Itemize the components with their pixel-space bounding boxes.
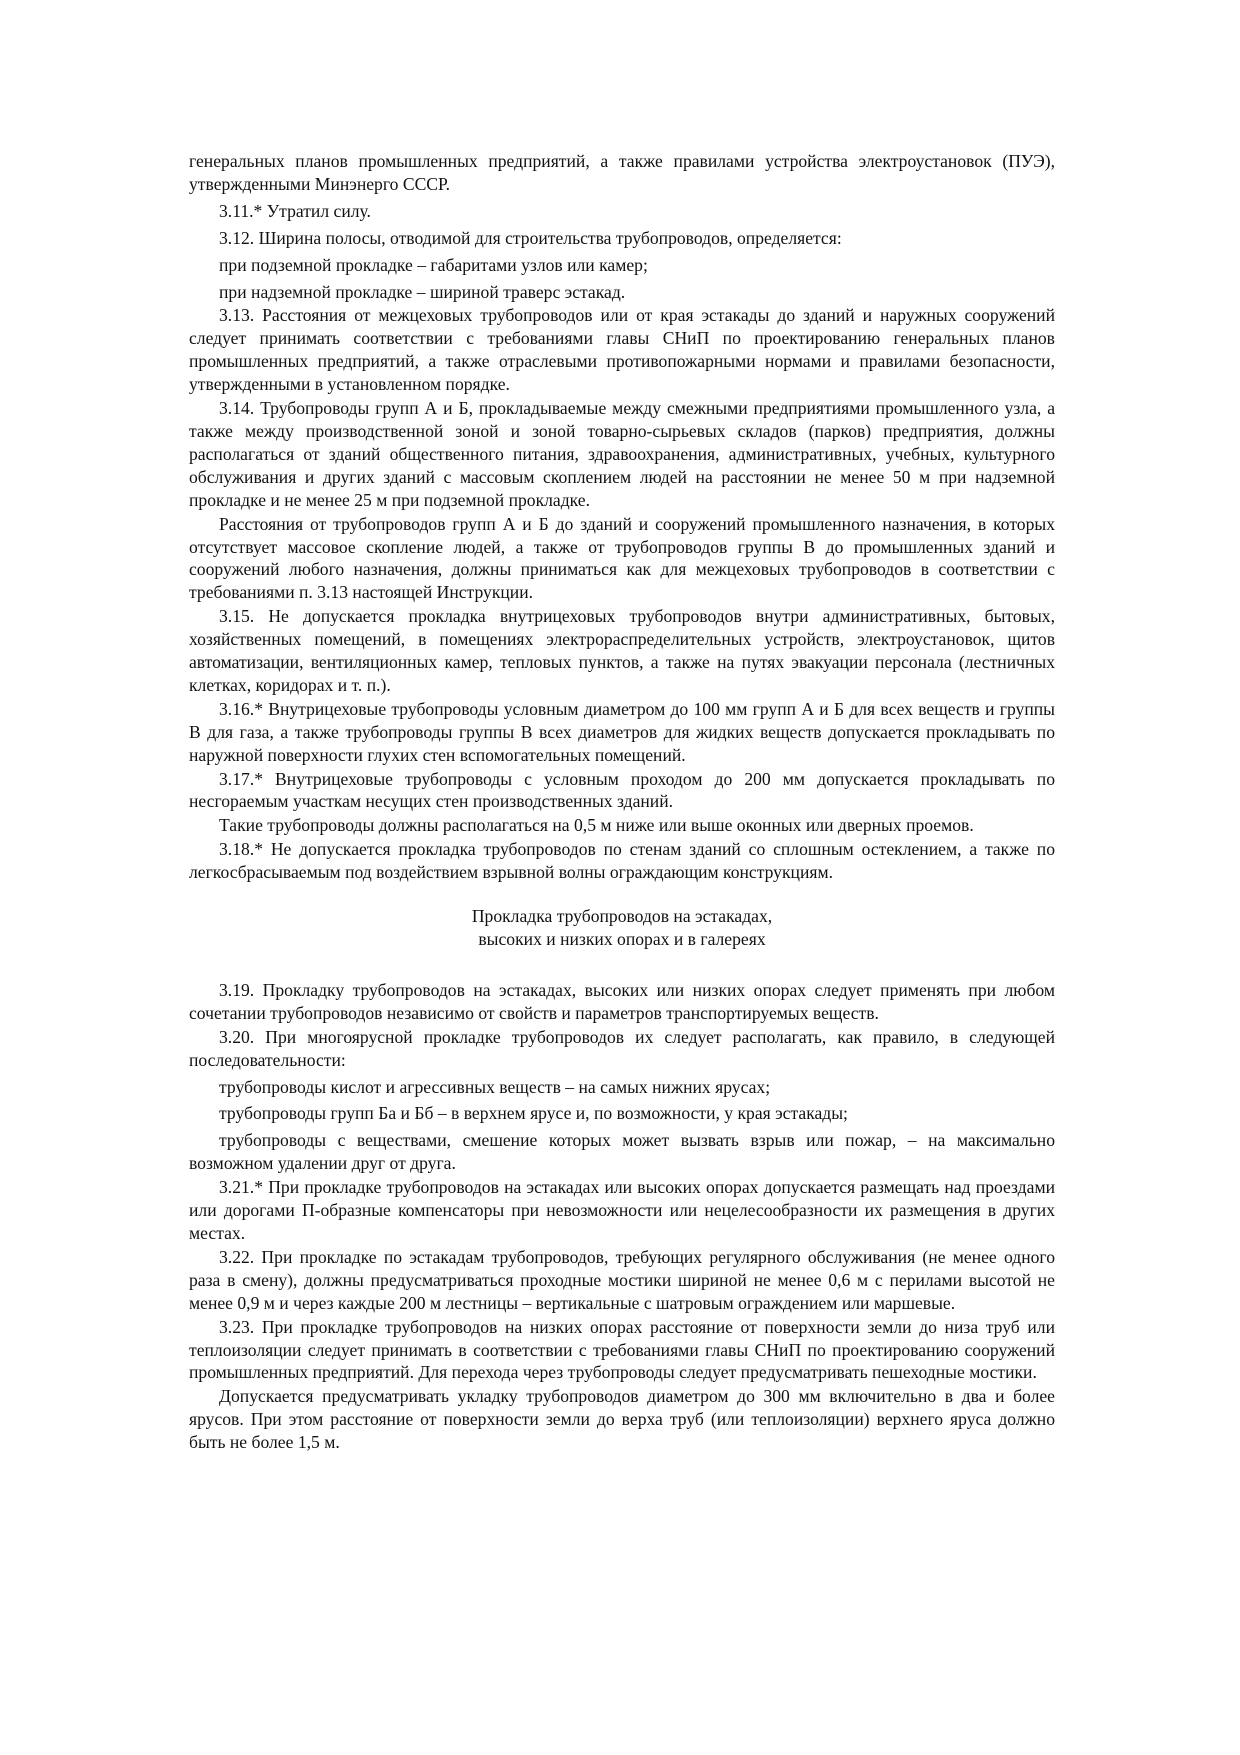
paragraph-3-12-underground: при подземной прокладке – габаритами узлов или камер; — [219, 254, 648, 275]
paragraph-3-19: 3.19. Прокладку трубопроводов на эстакадах, высоких или низких опорах следует применять при любом сочетании трубопроводов независимо от свойств и параметров транспортируемых веществ. — [189, 979, 1055, 1023]
section-heading-line-2: высоких и низких опорах и в галереях — [478, 929, 766, 949]
section-heading-line-1: Прокладка трубопроводов на эстакадах, — [471, 906, 773, 927]
paragraph-3-12-aboveground: при надземной прокладке – шириной траверс эстакад. — [219, 281, 626, 302]
paragraph-3-17: 3.17.* Внутрицеховые трубопроводы с условным проходом до 200 мм допускается прокладывать по несгораемым участкам несущих стен производственных зданий. — [189, 768, 1055, 812]
document-page — [189, 150, 1055, 1455]
paragraph-3-20: 3.20. При многоярусной прокладке трубопроводов их следует располагать, как правило, в следующей последовательности: — [189, 1026, 1055, 1070]
paragraph-3-11: 3.11.* Утратил силу. — [219, 200, 371, 221]
section-heading — [189, 905, 1055, 951]
paragraph-3-12: 3.12. Ширина полосы, отводимой для строительства трубопроводов, определяется: — [219, 227, 842, 248]
paragraph-3-20-mixing: трубопроводы с веществами, смешение которых может вызвать взрыв или пожар, – на максимально возможном удалении друг от друга. — [189, 1130, 1055, 1174]
paragraphs-top — [189, 150, 1055, 884]
paragraph-3-23: 3.23. При прокладке трубопроводов на низких опорах расстояние от поверхности земли до низа труб или теплоизоляции следует принимать в соответствии с требованиями главы СНиП по проектированию сооружений промышленных предприятий. Для перехода через трубопроводы следует предусматривать пешеходные мостики. — [189, 1316, 1055, 1383]
paragraph-continuation: генеральных планов промышленных предприятий, а также правилами устройства электроустановок (ПУЭ), утвержденными Минэнерго СССР. — [189, 151, 1055, 194]
paragraph-3-23-tiers: Допускается предусматривать укладку трубопроводов диаметром до 300 мм включительно в два и более ярусов. При этом расстояние от поверхности земли до верха труб (или теплоизоляции) верхнего яруса должно быть не более 1,5 м. — [189, 1386, 1055, 1453]
paragraphs-bottom — [189, 979, 1055, 1454]
paragraph-3-16: 3.16.* Внутрицеховые трубопроводы условным диаметром до 100 мм групп А и Б для всех веществ и группы В для газа, а также трубопроводы группы В всех диаметров для жидких веществ допускается прокладывать по наружной поверхности глухих стен вспомогательных помещений. — [189, 698, 1055, 765]
paragraph-3-15: 3.15. Не допускается прокладка внутрицеховых трубопроводов внутри административных, бытовых, хозяйственных помещений, в помещениях электрораспределительных устройств, электроустановок, щитов автоматизации, вентиляционных камер, тепловых пунктов, а также на путях эвакуации персонала (лестничных клетках, коридорах и т. п.). — [189, 606, 1055, 695]
paragraph-3-14-distances: Расстояния от трубопроводов групп А и Б до зданий и сооружений промышленного назначения, в которых отсутствует массовое скопление людей, а также от трубопроводов группы В до промышленных зданий и сооружений любого назначения, должны приниматься как для межцеховых трубопроводов в соответствии с требованиями п. 3.13 настоящей Инструкции. — [189, 513, 1055, 603]
paragraph-3-18: 3.18.* Не допускается прокладка трубопроводов по стенам зданий со сплошным остеклением, а также по легкосбрасываемым под воздействием взрывной волны ограждающим конструкциям. — [189, 839, 1055, 883]
paragraph-3-21: 3.21.* При прокладке трубопроводов на эстакадах или высоких опорах допускается размещать над проездами или дорогами П-образные компенсаторы при невозможности или нецелесообразности их размещения в других местах. — [189, 1177, 1055, 1243]
paragraph-3-20-groups: трубопроводы групп Ба и Бб – в верхнем ярусе и, по возможности, у края эстакады; — [219, 1103, 848, 1124]
paragraph-3-14: 3.14. Трубопроводы групп А и Б, прокладываемые между смежными предприятиями промышленного узла, а также между производственной зоной и зоной товарно-сырьевых складов (парков) предприятия, должны располагаться от зданий общественного питания, здравоохранения, административных, учебных, культурного обслуживания и других зданий с массовым скоплением людей на расстоянии не менее 50 м при надземной прокладке и не менее 25 м при подземной прокладке. — [189, 398, 1055, 510]
paragraph-3-13: 3.13. Расстояния от межцеховых трубопроводов или от края эстакады до зданий и наружных сооружений следует принимать соответствии с требованиями главы СНиП по проектированию генеральных планов промышленных предприятий, а также отраслевыми противопожарными нормами и правилами безопасности, утвержденными в установленном порядке. — [189, 305, 1055, 395]
paragraph-3-22: 3.22. При прокладке по эстакадам трубопроводов, требующих регулярного обслуживания (не менее одного раза в смену), должны предусматриваться проходные мостики шириной не менее 0,6 м с перилами высотой не менее 0,9 м и через каждые 200 м лестницы – вертикальные с шатровым ограждением или маршевые. — [189, 1246, 1055, 1313]
paragraph-3-20-acids: трубопроводы кислот и агрессивных веществ – на самых нижних ярусах; — [219, 1076, 771, 1097]
paragraph-3-17-openings: Такие трубопроводы должны располагаться на 0,5 м ниже или выше оконных или дверных проемов. — [219, 815, 974, 836]
